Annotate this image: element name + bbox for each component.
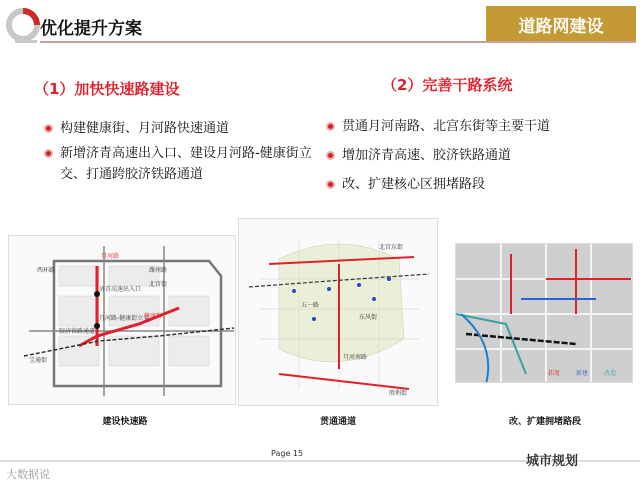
bullet-icon [44,124,53,133]
list-item: 增加济青高速、胶济铁路通道 [324,145,634,166]
right-bullet-list [324,116,634,199]
svg-text:西环路: 西环路 [37,267,56,274]
map-expressway [8,235,236,405]
map-congestion [455,243,633,383]
svg-text:新建: 新建 [576,370,589,377]
left-bullet-list [42,118,312,189]
map-caption: 建设快速路 [102,417,148,427]
list-item: 构建健康街、月河路快速通道 [42,118,312,139]
svg-text:拓宽: 拓宽 [548,370,561,377]
svg-text:北宫街: 北宫街 [149,281,168,288]
map-caption: 改、扩建拥堵路段 [508,417,581,427]
svg-text:五一路: 五一路 [301,302,320,309]
bullet-icon [326,180,335,189]
header-divider [40,41,636,43]
left-section-heading: （1）加快快速路建设 [34,80,180,98]
list-item: 新增济青高速出入口、建设月河路-健康街立交、打通跨胶济铁路通道 [42,143,312,185]
svg-text:月河路: 月河路 [101,253,120,260]
svg-text:北宫东街: 北宫东街 [379,244,404,251]
svg-text:改造: 改造 [604,370,617,377]
svg-text:月河路-健康街立交: 月河路-健康街立交 [99,315,150,322]
svg-text:济青高速出入口: 济青高速出入口 [99,286,142,293]
svg-text:潍州路: 潍州路 [149,267,168,274]
map-through-roads [238,218,438,406]
list-item: 贯通月河南路、北宫东街等主要干道 [324,116,634,137]
page-number: Page 15 [271,449,304,458]
map-caption: 贯通通道 [319,417,356,427]
bullet-icon [326,151,335,160]
section-badge: 道路网建设 [486,6,636,42]
svg-text:宝通街: 宝通街 [29,357,48,364]
right-section-heading: （2）完善干路系统 [382,76,513,94]
bullet-icon [44,149,53,158]
svg-text:胜利街: 胜利街 [389,390,408,397]
svg-text:东风街: 东风街 [359,314,378,321]
logo-icon [6,8,40,46]
list-item: 改、扩建核心区拥堵路段 [324,174,634,195]
svg-text:健康街: 健康街 [144,313,163,320]
bullet-icon [326,122,335,131]
page-title: 优化提升方案 [40,19,142,39]
watermark-right: 城市规划 [526,454,579,469]
svg-text:月河南路: 月河南路 [343,354,368,361]
svg-text:胶济铁路通道: 胶济铁路通道 [59,328,96,335]
watermark-left: 大数据说 [6,468,50,481]
